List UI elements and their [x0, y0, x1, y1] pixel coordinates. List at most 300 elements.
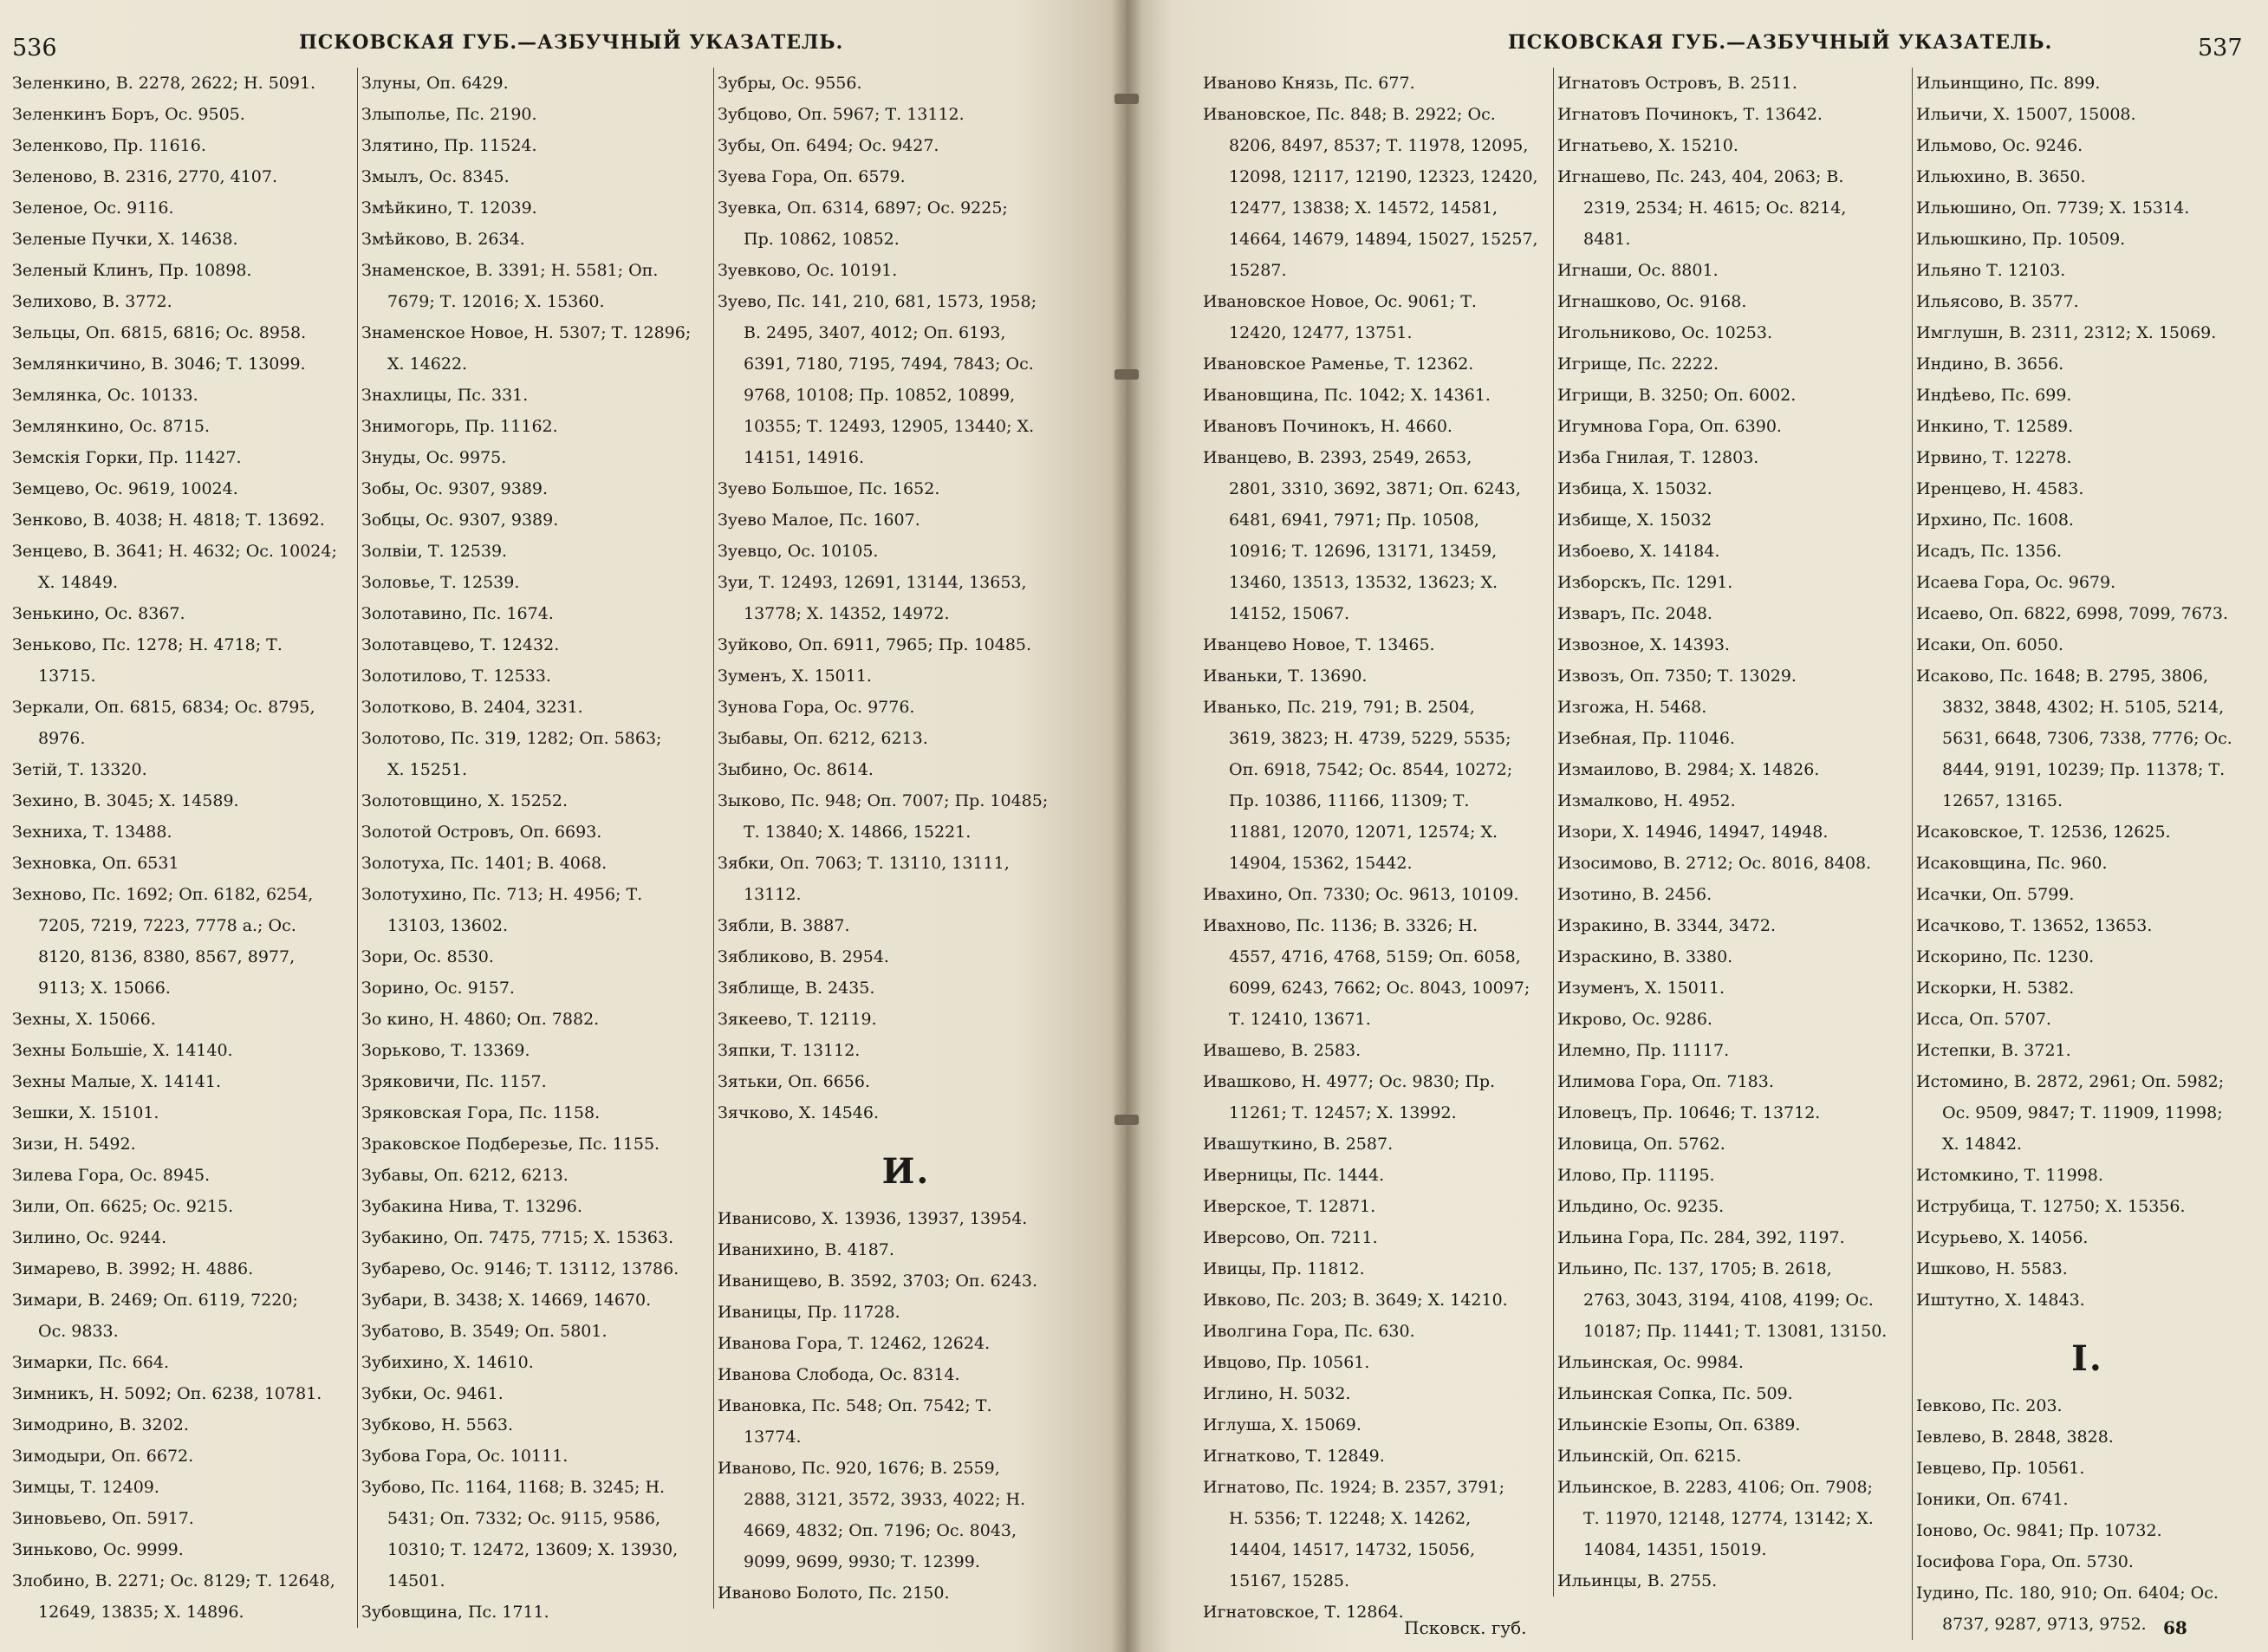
entry-line: Іевлево, В. 2848, 3828.	[1916, 1428, 2114, 1447]
index-entry	[1916, 941, 2258, 972]
entry-line: Зелихово, В. 3772.	[12, 292, 172, 311]
entry-line: Ильинская Сопка, Пс. 509.	[1557, 1384, 1793, 1403]
index-entry	[12, 848, 354, 879]
entry-continuation: 14084, 14351, 15019.	[1583, 1540, 1767, 1559]
entry-continuation: 4669, 4832; Оп. 7196; Ос. 8043,	[744, 1521, 1017, 1540]
entry-line: Истомино, В. 2872, 2961; Оп. 5982;	[1916, 1072, 2225, 1091]
entry-line: Зубовщина, Пс. 1711.	[361, 1603, 549, 1622]
index-entry	[361, 1347, 711, 1378]
entry-line: Золотой Островъ, Оп. 6693.	[361, 823, 602, 842]
entry-line: Землянкичино, В. 3046; Т. 13099.	[12, 354, 306, 374]
footer-signature: Псковск. губ.	[1404, 1617, 1527, 1638]
entry-line: Зо кино, Н. 4860; Оп. 7882.	[361, 1010, 600, 1029]
footer-sheet-number: 68	[2163, 1617, 2187, 1638]
entry-line: Израскино, В. 3380.	[1557, 947, 1733, 966]
entry-line: Золотовщино, Х. 15252.	[361, 791, 569, 810]
entry-line: Игнашево, Пс. 243, 404, 2063; В.	[1557, 167, 1844, 186]
entry-line: Искорино, Пс. 1230.	[1916, 947, 2095, 966]
index-entry	[1916, 99, 2258, 130]
index-entry	[1203, 1253, 1550, 1285]
entry-continuation: 3832, 3848, 4302; Н. 5105, 5214,	[1942, 698, 2225, 717]
entry-continuation: 15287.	[1229, 261, 1287, 280]
entry-continuation: Оп. 6918, 7542; Ос. 8544, 10272;	[1229, 760, 1513, 779]
index-column	[1553, 68, 1908, 1597]
entry-line: Зяпки, Т. 13112.	[718, 1041, 861, 1060]
entry-continuation: 12477, 13838; Х. 14572, 14581,	[1229, 198, 1498, 218]
index-entry	[1916, 660, 2258, 816]
index-entry	[1916, 1004, 2258, 1035]
index-entry	[12, 504, 354, 536]
entry-line: Зехниха, Т. 13488.	[12, 823, 172, 842]
index-entry	[361, 723, 711, 785]
entry-line: Зехново, Пс. 1692; Оп. 6182, 6254,	[12, 885, 314, 904]
index-entry	[12, 629, 354, 692]
entry-continuation: 10310; Т. 12472, 13609; Х. 13930,	[387, 1540, 679, 1559]
index-entry	[1203, 1035, 1550, 1066]
index-entry	[1557, 536, 1908, 567]
index-entry	[361, 1253, 711, 1285]
index-entry	[361, 1316, 711, 1347]
entry-line: Зраковское Подберезье, Пс. 1155.	[361, 1135, 660, 1154]
index-entry	[1203, 1191, 1550, 1222]
index-entry	[1557, 380, 1908, 411]
index-entry	[718, 1265, 1095, 1297]
entry-line: Иренцево, Н. 4583.	[1916, 479, 2084, 498]
entry-line: Ивановское Новое, Ос. 9061; Т.	[1203, 292, 1477, 311]
entry-continuation: 14501.	[387, 1571, 445, 1590]
index-entry	[1557, 629, 1908, 660]
index-entry	[1916, 1222, 2258, 1253]
entry-line: Ирхино, Пс. 1608.	[1916, 511, 2074, 530]
entry-line: Ильяно Т. 12103.	[1916, 261, 2066, 280]
entry-line: Иваницы, Пр. 11728.	[718, 1303, 900, 1322]
entry-continuation: 13774.	[744, 1428, 802, 1447]
index-entry	[361, 224, 711, 255]
index-entry	[718, 192, 1095, 255]
entry-line: Зубово, Пс. 1164, 1168; В. 3245; Н.	[361, 1478, 666, 1497]
index-entry	[718, 286, 1095, 473]
entry-line: Исурьево, Х. 14056.	[1916, 1228, 2089, 1247]
entry-line: Ильинское, В. 2283, 4106; Оп. 7908;	[1557, 1478, 1873, 1497]
entry-line: Зяблище, В. 2435.	[718, 979, 875, 998]
index-entry	[1557, 68, 1908, 99]
entry-line: Истепки, В. 3721.	[1916, 1041, 2071, 1060]
index-entry	[12, 1191, 354, 1222]
index-entry	[12, 130, 354, 161]
index-entry	[12, 255, 354, 286]
entry-line: Имглушн, В. 2311, 2312; Х. 15069.	[1916, 323, 2217, 342]
entry-line: Изваръ, Пс. 2048.	[1557, 604, 1712, 623]
entry-continuation: 8206, 8497, 8537; Т. 11978, 12095,	[1229, 136, 1529, 155]
entry-line: Зуменъ, Х. 15011.	[718, 667, 872, 686]
index-entry	[1557, 442, 1908, 473]
index-entry	[1557, 660, 1908, 692]
entry-continuation: 4557, 4716, 4768, 5159; Оп. 6058,	[1229, 947, 1521, 966]
index-entry	[1557, 130, 1908, 161]
entry-line: Ивахново, Пс. 1136; В. 3326; Н.	[1203, 916, 1478, 935]
entry-continuation: 14152, 15067.	[1229, 604, 1350, 623]
entry-continuation: 8737, 9287, 9713, 9752.	[1942, 1615, 2147, 1634]
entry-line: Измалково, Н. 4952.	[1557, 791, 1736, 810]
index-entry	[12, 442, 354, 473]
index-entry	[12, 161, 354, 192]
entry-line: Змѣйково, В. 2634.	[361, 230, 525, 249]
index-entry	[1916, 567, 2258, 598]
entry-line: Исаково, Пс. 1648; В. 2795, 3806,	[1916, 667, 2209, 686]
entry-continuation: 8120, 8136, 8380, 8567, 8977,	[38, 947, 296, 966]
entry-line: Зуйково, Оп. 6911, 7965; Пр. 10485.	[718, 635, 1032, 654]
entry-continuation: 2888, 3121, 3572, 3933, 4022; Н.	[744, 1490, 1026, 1509]
entry-line: Изгожа, Н. 5468.	[1557, 698, 1707, 717]
index-entry	[718, 255, 1095, 286]
entry-continuation: 8444, 9191, 10239; Пр. 11378; Т.	[1942, 760, 2226, 779]
index-entry	[361, 536, 711, 567]
entry-continuation: 10187; Пр. 11441; Т. 13081, 13150.	[1583, 1322, 1888, 1341]
entry-continuation: 13778; Х. 14352, 14972.	[744, 604, 950, 623]
index-entry	[1916, 1035, 2258, 1066]
index-entry	[1916, 317, 2258, 348]
entry-line: Зубари, В. 3438; Х. 14669, 14670.	[361, 1291, 652, 1310]
index-entry	[1203, 411, 1550, 442]
entry-line: Исадъ, Пс. 1356.	[1916, 542, 2063, 561]
entry-line: Иглуша, Х. 15069.	[1203, 1415, 1361, 1434]
index-entry	[361, 816, 711, 848]
entry-line: Иверсово, Оп. 7211.	[1203, 1228, 1378, 1247]
index-entry	[1557, 411, 1908, 442]
index-entry	[12, 692, 354, 754]
index-entry	[361, 1035, 711, 1066]
index-entry	[1916, 848, 2258, 879]
entry-line: Знахлицы, Пс. 331.	[361, 386, 529, 405]
entry-line: Исаева Гора, Ос. 9679.	[1916, 573, 2116, 592]
entry-line: Исаковское, Т. 12536, 12625.	[1916, 823, 2171, 842]
entry-line: Ильюхино, В. 3650.	[1916, 167, 2086, 186]
entry-line: Зешки, Х. 15101.	[12, 1103, 159, 1122]
index-entry	[12, 785, 354, 816]
index-entry	[12, 1347, 354, 1378]
entry-continuation: Т. 13840; Х. 14866, 15221.	[744, 823, 972, 842]
entry-line: Иванихино, В. 4187.	[718, 1240, 894, 1259]
index-entry	[1916, 1515, 2258, 1546]
index-entry	[1557, 1409, 1908, 1441]
index-entry	[361, 1191, 711, 1222]
index-entry	[1557, 598, 1908, 629]
entry-line: Золотавцево, Т. 12432.	[361, 635, 560, 654]
index-entry	[1203, 910, 1550, 1035]
entry-line: Игнаши, Ос. 8801.	[1557, 261, 1719, 280]
index-entry	[1557, 1191, 1908, 1222]
entry-continuation: 13103, 13602.	[387, 916, 509, 935]
index-entry	[1203, 442, 1550, 629]
index-entry	[1203, 1409, 1550, 1441]
entry-line: Иванова Слобода, Ос. 8314.	[718, 1365, 960, 1384]
entry-line: Іевково, Пс. 203.	[1916, 1396, 2063, 1415]
entry-continuation: Ос. 9833.	[38, 1322, 119, 1341]
entry-line: Злобино, В. 2271; Ос. 8129; Т. 12648,	[12, 1571, 335, 1590]
index-entry	[718, 130, 1095, 161]
entry-line: Иверницы, Пс. 1444.	[1203, 1166, 1385, 1185]
entry-continuation: 14664, 14679, 14894, 15027, 15257,	[1229, 230, 1538, 249]
entry-continuation: 7679; Т. 12016; Х. 15360.	[387, 292, 605, 311]
index-entry	[1916, 255, 2258, 286]
entry-line: Ишково, Н. 5583.	[1916, 1259, 2068, 1278]
index-entry	[12, 286, 354, 317]
entry-line: Зеленово, В. 2316, 2770, 4107.	[12, 167, 278, 186]
entry-line: Іудино, Пс. 180, 910; Оп. 6404; Ос.	[1916, 1584, 2219, 1603]
entry-line: Зехны Малые, Х. 14141.	[12, 1072, 222, 1091]
entry-line: Зимари, В. 2469; Оп. 6119, 7220;	[12, 1291, 298, 1310]
entry-line: Земцево, Ос. 9619, 10024.	[12, 479, 238, 498]
index-entry	[1916, 1066, 2258, 1160]
index-entry	[1557, 348, 1908, 380]
entry-line: Зехны, Х. 15066.	[12, 1010, 156, 1029]
index-entry	[718, 1328, 1095, 1359]
entry-line: Игнашково, Ос. 9168.	[1557, 292, 1747, 311]
entry-line: Зябки, Оп. 7063; Т. 13110, 13111,	[718, 854, 1010, 873]
index-entry	[1557, 1222, 1908, 1253]
index-entry	[1916, 1484, 2258, 1515]
index-entry	[1916, 1160, 2258, 1191]
index-entry	[718, 1453, 1095, 1577]
entry-line: Игрище, Пс. 2222.	[1557, 354, 1719, 374]
index-entry	[361, 380, 711, 411]
index-entry	[361, 442, 711, 473]
entry-continuation: 10916; Т. 12696, 13171, 13459,	[1229, 542, 1498, 561]
index-entry	[361, 317, 711, 380]
entry-line: Зехино, В. 3045; Х. 14589.	[12, 791, 239, 810]
entry-line: Зячково, Х. 14546.	[718, 1103, 880, 1122]
entry-line: Изебная, Пр. 11046.	[1557, 729, 1735, 748]
entry-line: Золовье, Т. 12539.	[361, 573, 520, 592]
index-entry	[12, 317, 354, 348]
index-entry	[718, 785, 1095, 848]
index-entry	[361, 192, 711, 224]
index-entry	[718, 754, 1095, 785]
index-entry	[1557, 1347, 1908, 1378]
index-entry	[718, 1035, 1095, 1066]
entry-line: Изосимово, В. 2712; Ос. 8016, 8408.	[1557, 854, 1872, 873]
entry-line: Изба Гнилая, Т. 12803.	[1557, 448, 1759, 467]
entry-line: Игрищи, В. 3250; Оп. 6002.	[1557, 386, 1797, 405]
section-letter: І.	[2071, 1338, 2103, 1379]
entry-line: Исаево, Оп. 6822, 6998, 7099, 7673.	[1916, 604, 2229, 623]
entry-line: Ильинская, Ос. 9984.	[1557, 1353, 1744, 1372]
index-entry	[361, 629, 711, 660]
entry-continuation: 12098, 12117, 12190, 12323, 12420,	[1229, 167, 1538, 186]
entry-line: Иванцево, В. 2393, 2549, 2653,	[1203, 448, 1472, 467]
entry-line: Игнатовъ Островъ, В. 2511.	[1557, 74, 1797, 93]
index-entry	[12, 1253, 354, 1285]
entry-continuation: 2801, 3310, 3692, 3871; Оп. 6243,	[1229, 479, 1521, 498]
binding-stitch	[1115, 369, 1139, 380]
index-column	[1912, 68, 2258, 1640]
index-entry	[1916, 411, 2258, 442]
index-entry	[361, 598, 711, 629]
index-entry	[1203, 1316, 1550, 1347]
index-entry	[718, 910, 1095, 941]
index-entry	[1557, 473, 1908, 504]
entry-line: Золотухино, Пс. 713; Н. 4956; Т.	[361, 885, 643, 904]
entry-line: Изборскъ, Пс. 1291.	[1557, 573, 1733, 592]
entry-line: Зубры, Ос. 9556.	[718, 74, 862, 93]
index-entry	[361, 255, 711, 317]
entry-line: Исаки, Оп. 6050.	[1916, 635, 2063, 654]
entry-line: Змылъ, Ос. 8345.	[361, 167, 510, 186]
entry-line: Ильясово, В. 3577.	[1916, 292, 2079, 311]
entry-line: Зуево Большое, Пс. 1652.	[718, 479, 940, 498]
index-entry	[361, 848, 711, 879]
entry-line: Игнатовское, Т. 12864.	[1203, 1603, 1404, 1622]
entry-continuation: 7205, 7219, 7223, 7778 а.; Ос.	[38, 916, 296, 935]
entry-continuation: 15167, 15285.	[1229, 1571, 1350, 1590]
index-entry	[361, 1409, 711, 1441]
entry-line: Зеленый Клинъ, Пр. 10898.	[12, 261, 252, 280]
entry-line: Зунова Гора, Ос. 9776.	[718, 698, 915, 717]
entry-continuation: 2319, 2534; Н. 4615; Ос. 8214,	[1583, 198, 1847, 218]
entry-continuation: Х. 14842.	[1942, 1135, 2023, 1154]
index-column	[713, 68, 1095, 1609]
entry-line: Иглино, Н. 5032.	[1203, 1384, 1351, 1403]
index-entry	[1916, 504, 2258, 536]
index-column	[1203, 68, 1550, 1628]
index-entry	[12, 1472, 354, 1503]
entry-line: Зубакино, Оп. 7475, 7715; Х. 15363.	[361, 1228, 674, 1247]
entry-line: Іосифова Гора, Оп. 5730.	[1916, 1552, 2134, 1571]
index-entry	[1557, 754, 1908, 785]
entry-line: Зеркали, Оп. 6815, 6834; Ос. 8795,	[12, 698, 315, 717]
entry-line: Зуевка, Оп. 6314, 6897; Ос. 9225;	[718, 198, 1008, 218]
entry-continuation: 14151, 14916.	[744, 448, 865, 467]
index-entry	[1557, 1097, 1908, 1128]
entry-line: Ивашково, Н. 4977; Ос. 9830; Пр.	[1203, 1072, 1496, 1091]
index-entry	[1203, 660, 1550, 692]
entry-line: Истомкино, Т. 11998.	[1916, 1166, 2103, 1185]
index-entry	[1916, 1577, 2258, 1640]
index-entry	[361, 1472, 711, 1597]
entry-line: Зиньково, Ос. 9999.	[12, 1540, 184, 1559]
entry-line: Ивановское, Пс. 848; В. 2922; Ос.	[1203, 105, 1496, 124]
entry-line: Ильинскій, Оп. 6215.	[1557, 1447, 1742, 1466]
entry-line: Зобы, Ос. 9307, 9389.	[361, 479, 549, 498]
index-entry	[361, 941, 711, 972]
entry-line: Иванцево Новое, Т. 13465.	[1203, 635, 1435, 654]
entry-continuation: Н. 5356; Т. 12248; Х. 14262,	[1229, 1509, 1472, 1528]
entry-continuation: 9113; Х. 15066.	[38, 979, 171, 998]
index-entry	[718, 1066, 1095, 1097]
index-entry	[1203, 1128, 1550, 1160]
entry-line: Избище, Х. 15032	[1557, 511, 1712, 530]
index-entry	[718, 723, 1095, 754]
index-entry	[361, 1066, 711, 1097]
entry-line: Иваньки, Т. 13690.	[1203, 667, 1368, 686]
entry-line: Зубково, Н. 5563.	[361, 1415, 514, 1434]
entry-continuation: 8976.	[38, 729, 86, 748]
entry-line: Зилино, Ос. 9244.	[12, 1228, 167, 1247]
index-entry	[718, 1234, 1095, 1265]
index-entry	[718, 629, 1095, 660]
index-entry	[1203, 692, 1550, 879]
index-entry	[361, 1378, 711, 1409]
index-entry	[12, 1565, 354, 1628]
index-entry	[1916, 1191, 2258, 1222]
entry-continuation: Ос. 9509, 9847; Т. 11909, 11998;	[1942, 1103, 2223, 1122]
index-entry	[718, 1203, 1095, 1234]
entry-line: Зубарево, Ос. 9146; Т. 13112, 13786.	[361, 1259, 679, 1278]
entry-line: Иванько, Пс. 219, 791; В. 2504,	[1203, 698, 1475, 717]
entry-line: Зиновьево, Оп. 5917.	[12, 1509, 194, 1528]
index-entry	[361, 473, 711, 504]
entry-line: Зубихино, Х. 14610.	[361, 1353, 534, 1372]
entry-line: Зубавы, Оп. 6212, 6213.	[361, 1166, 569, 1185]
index-entry	[1203, 380, 1550, 411]
index-entry	[1916, 286, 2258, 317]
entry-line: Илемно, Пр. 11117.	[1557, 1041, 1730, 1060]
entry-line: Ильинскіе Езопы, Оп. 6389.	[1557, 1415, 1801, 1434]
entry-line: Зыбавы, Оп. 6212, 6213.	[718, 729, 928, 748]
index-entry	[1203, 879, 1550, 910]
entry-line: Ильинцы, В. 2755.	[1557, 1571, 1718, 1590]
entry-line: Зенково, В. 4038; Н. 4818; Т. 13692.	[12, 511, 325, 530]
entry-line: Зеленкинъ Боръ, Ос. 9505.	[12, 105, 245, 124]
index-entry	[12, 1128, 354, 1160]
index-entry	[1916, 1253, 2258, 1285]
index-entry	[361, 1285, 711, 1316]
entry-line: Избоево, Х. 14184.	[1557, 542, 1720, 561]
index-entry	[361, 785, 711, 816]
entry-line: Извозное, Х. 14393.	[1557, 635, 1730, 654]
index-entry	[1203, 1285, 1550, 1316]
entry-line: Ивково, Пс. 203; В. 3649; Х. 14210.	[1203, 1291, 1508, 1310]
entry-line: Исачки, Оп. 5799.	[1916, 885, 2075, 904]
entry-line: Землянка, Ос. 10133.	[12, 386, 198, 405]
index-entry	[1557, 1253, 1908, 1347]
entry-line: Золвіи, Т. 12539.	[361, 542, 508, 561]
index-entry	[1916, 1390, 2258, 1421]
entry-line: Изуменъ, Х. 15011.	[1557, 979, 1725, 998]
entry-continuation: Т. 11970, 12148, 12774, 13142; Х.	[1583, 1509, 1874, 1528]
entry-line: Злятино, Пр. 11524.	[361, 136, 537, 155]
index-entry	[1203, 286, 1550, 348]
index-entry	[12, 1441, 354, 1472]
index-entry	[12, 99, 354, 130]
entry-line: Ивановское Раменье, Т. 12362.	[1203, 354, 1474, 374]
entry-line: Ивашево, В. 2583.	[1203, 1041, 1361, 1060]
entry-line: Зубакина Нива, Т. 13296.	[361, 1197, 582, 1216]
index-entry	[361, 161, 711, 192]
running-header: ПСКОВСКАЯ ГУБ.—АЗБУЧНЫЙ УКАЗАТЕЛЬ.	[1508, 31, 2053, 54]
index-entry	[12, 598, 354, 629]
entry-line: Золотково, В. 2404, 3231.	[361, 698, 583, 717]
entry-continuation: 11881, 12070, 12071, 12574; Х.	[1229, 823, 1498, 842]
entry-line: Зехны Большіе, Х. 14140.	[12, 1041, 233, 1060]
index-entry	[1916, 879, 2258, 910]
index-entry	[1557, 1066, 1908, 1097]
entry-line: Игнатьево, Х. 15210.	[1557, 136, 1738, 155]
index-entry	[361, 692, 711, 723]
entry-line: Игнатовъ Починокъ, Т. 13642.	[1557, 105, 1823, 124]
entry-line: Знуды, Ос. 9975.	[361, 448, 507, 467]
index-entry	[1203, 1160, 1550, 1191]
entry-line: Іоники, Оп. 6741.	[1916, 1490, 2069, 1509]
index-entry	[1203, 348, 1550, 380]
index-entry	[361, 660, 711, 692]
entry-line: Зенцево, В. 3641; Н. 4632; Ос. 10024;	[12, 542, 337, 561]
entry-continuation: 11261; Т. 12457; Х. 13992.	[1229, 1103, 1457, 1122]
entry-line: Зельцы, Оп. 6815, 6816; Ос. 8958.	[12, 323, 307, 342]
entry-line: Злыполье, Пс. 2190.	[361, 105, 537, 124]
index-entry	[12, 1222, 354, 1253]
index-entry	[1203, 68, 1550, 99]
